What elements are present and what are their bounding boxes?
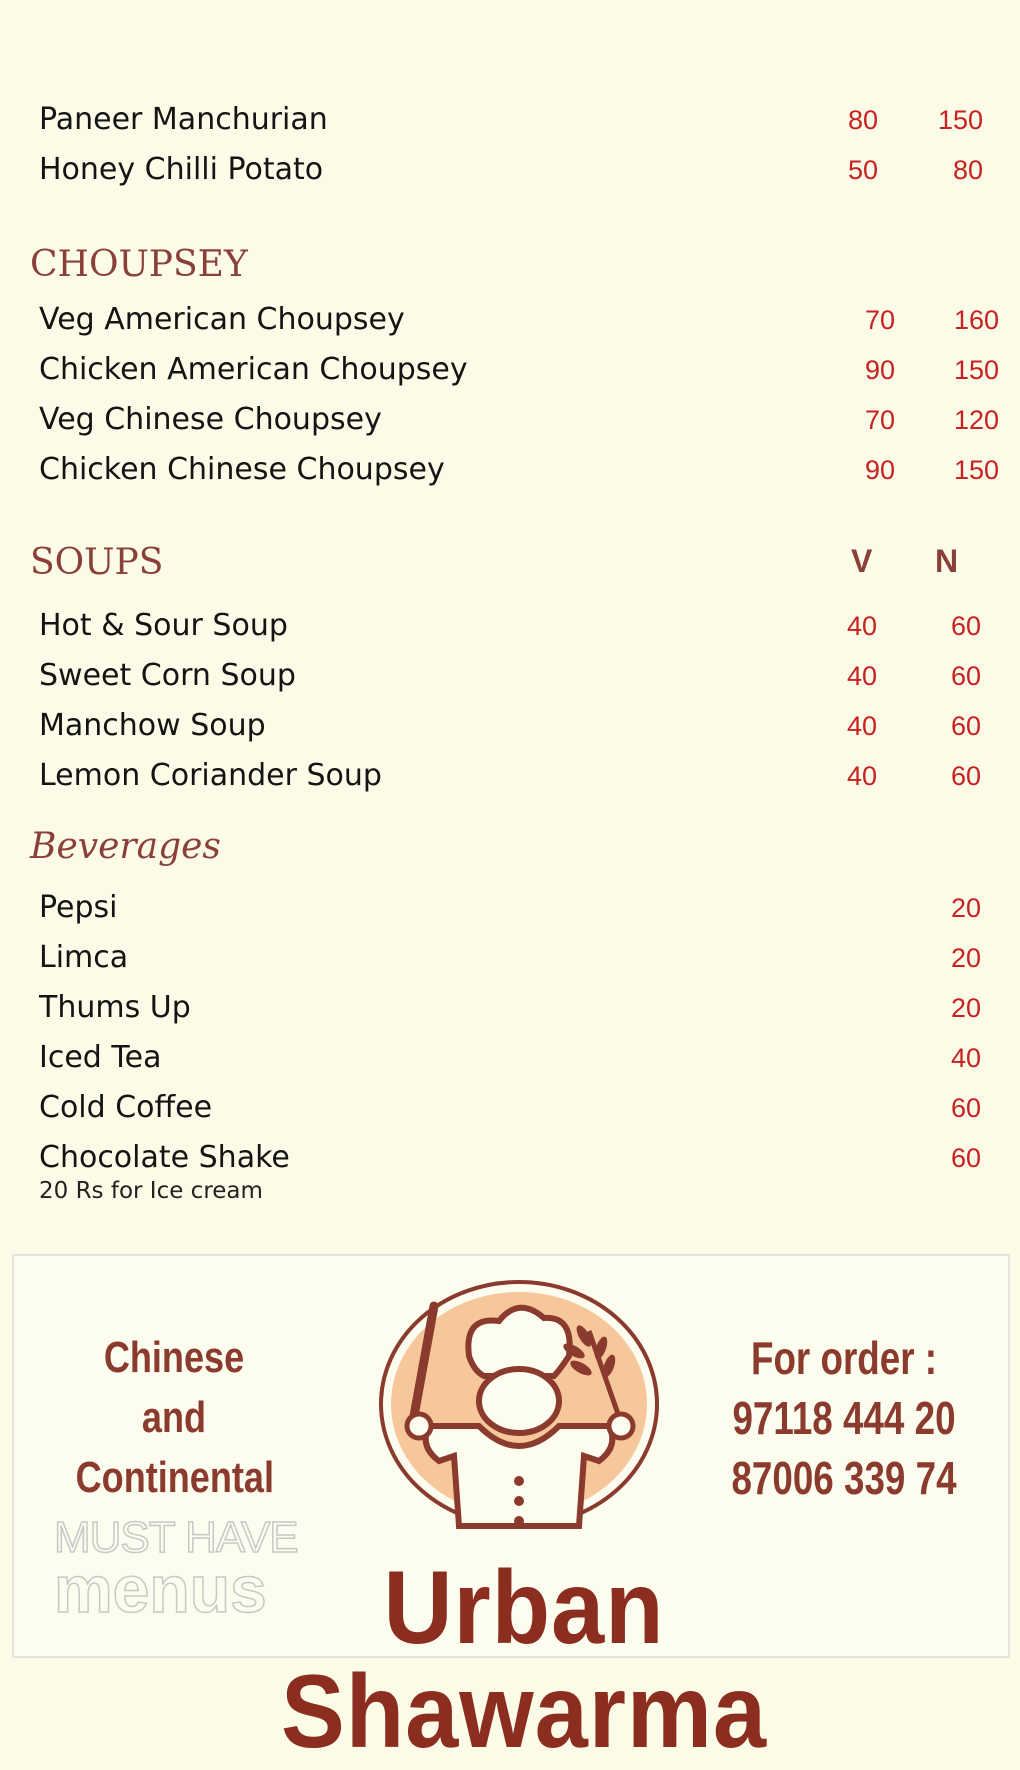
tagline xyxy=(76,1328,273,1508)
item-name: Cold Coffee xyxy=(39,1090,213,1125)
price-half: 70 xyxy=(864,405,895,435)
menu-row xyxy=(0,703,1020,749)
menu-row xyxy=(0,1035,1020,1081)
price: 20 xyxy=(950,993,981,1023)
watermark-top: MUST HAVE xyxy=(54,1513,298,1562)
tagline-line: Chinese xyxy=(103,1333,245,1382)
watermark-logo xyxy=(54,1513,298,1626)
item-name: Pepsi xyxy=(39,890,118,925)
price-veg: 40 xyxy=(846,761,877,791)
item-name: Thums Up xyxy=(39,990,191,1025)
price-full: 160 xyxy=(953,305,999,335)
price: 60 xyxy=(950,1143,981,1173)
price-full: 150 xyxy=(953,355,999,385)
price-nonveg: 60 xyxy=(950,661,981,691)
column-header-veg: V xyxy=(851,543,873,579)
price: 40 xyxy=(950,1043,981,1073)
item-name: Honey Chilli Potato xyxy=(39,152,324,187)
menu-row xyxy=(0,653,1020,699)
order-info xyxy=(724,1328,964,1508)
section-heading-choupsey: CHOUPSEY xyxy=(30,244,248,285)
menu-row xyxy=(0,1135,1020,1181)
menu-row xyxy=(0,97,1020,143)
item-name: Manchow Soup xyxy=(39,708,266,743)
price-half: 80 xyxy=(847,105,878,135)
menu-row xyxy=(0,885,1020,931)
item-name: Chicken Chinese Choupsey xyxy=(39,452,445,487)
menu-row xyxy=(0,935,1020,981)
menu-row xyxy=(0,753,1020,799)
item-name: Veg American Choupsey xyxy=(39,302,405,337)
menu-row xyxy=(0,297,1020,343)
item-name: Chocolate Shake xyxy=(39,1140,290,1175)
menu-row xyxy=(0,347,1020,393)
item-name: Veg Chinese Choupsey xyxy=(39,402,382,437)
price-nonveg: 60 xyxy=(950,711,981,741)
footer-banner xyxy=(12,1254,1010,1770)
item-name: Sweet Corn Soup xyxy=(39,658,296,693)
price-full: 150 xyxy=(937,105,983,135)
menu-row xyxy=(0,147,1020,193)
price-veg: 40 xyxy=(846,661,877,691)
menu-row xyxy=(0,985,1020,1031)
price: 20 xyxy=(950,893,981,923)
tagline-line: and xyxy=(141,1393,207,1442)
item-name: Chicken American Choupsey xyxy=(39,352,468,387)
price-veg: 40 xyxy=(846,711,877,741)
price-nonveg: 60 xyxy=(950,611,981,641)
order-label: For order : xyxy=(750,1332,938,1384)
menu-row xyxy=(0,1085,1020,1131)
price: 20 xyxy=(950,943,981,973)
price-full: 120 xyxy=(953,405,999,435)
price-half: 70 xyxy=(864,305,895,335)
price: 60 xyxy=(950,1093,981,1123)
item-name: Limca xyxy=(39,940,129,975)
watermark-bottom: menus xyxy=(54,1552,267,1626)
ice-cream-note: 20 Rs for Ice cream xyxy=(39,1178,263,1204)
section-heading-beverages: Beverages xyxy=(30,826,221,867)
column-header-nonveg: N xyxy=(935,543,959,579)
price-veg: 40 xyxy=(846,611,877,641)
price-full: 150 xyxy=(953,455,999,485)
item-name: Paneer Manchurian xyxy=(39,102,328,137)
price-nonveg: 60 xyxy=(950,761,981,791)
price-half: 90 xyxy=(864,455,895,485)
chef-logo-icon xyxy=(369,1276,669,1536)
phone-number[interactable]: 97118 444 20 xyxy=(732,1392,956,1444)
menu-row xyxy=(0,603,1020,649)
menu-row xyxy=(0,447,1020,493)
item-name: Hot & Sour Soup xyxy=(39,608,288,643)
section-heading-soups: SOUPS xyxy=(30,542,164,583)
price-half: 90 xyxy=(864,355,895,385)
item-name: Lemon Coriander Soup xyxy=(39,758,382,793)
price-full: 80 xyxy=(952,155,983,185)
phone-number[interactable]: 87006 339 74 xyxy=(731,1452,957,1504)
menu-row xyxy=(0,397,1020,443)
tagline-line: Continental xyxy=(75,1453,275,1502)
price-half: 50 xyxy=(847,155,878,185)
item-name: Iced Tea xyxy=(39,1040,162,1075)
brand-name: Urban Shawarma xyxy=(280,1550,767,1770)
